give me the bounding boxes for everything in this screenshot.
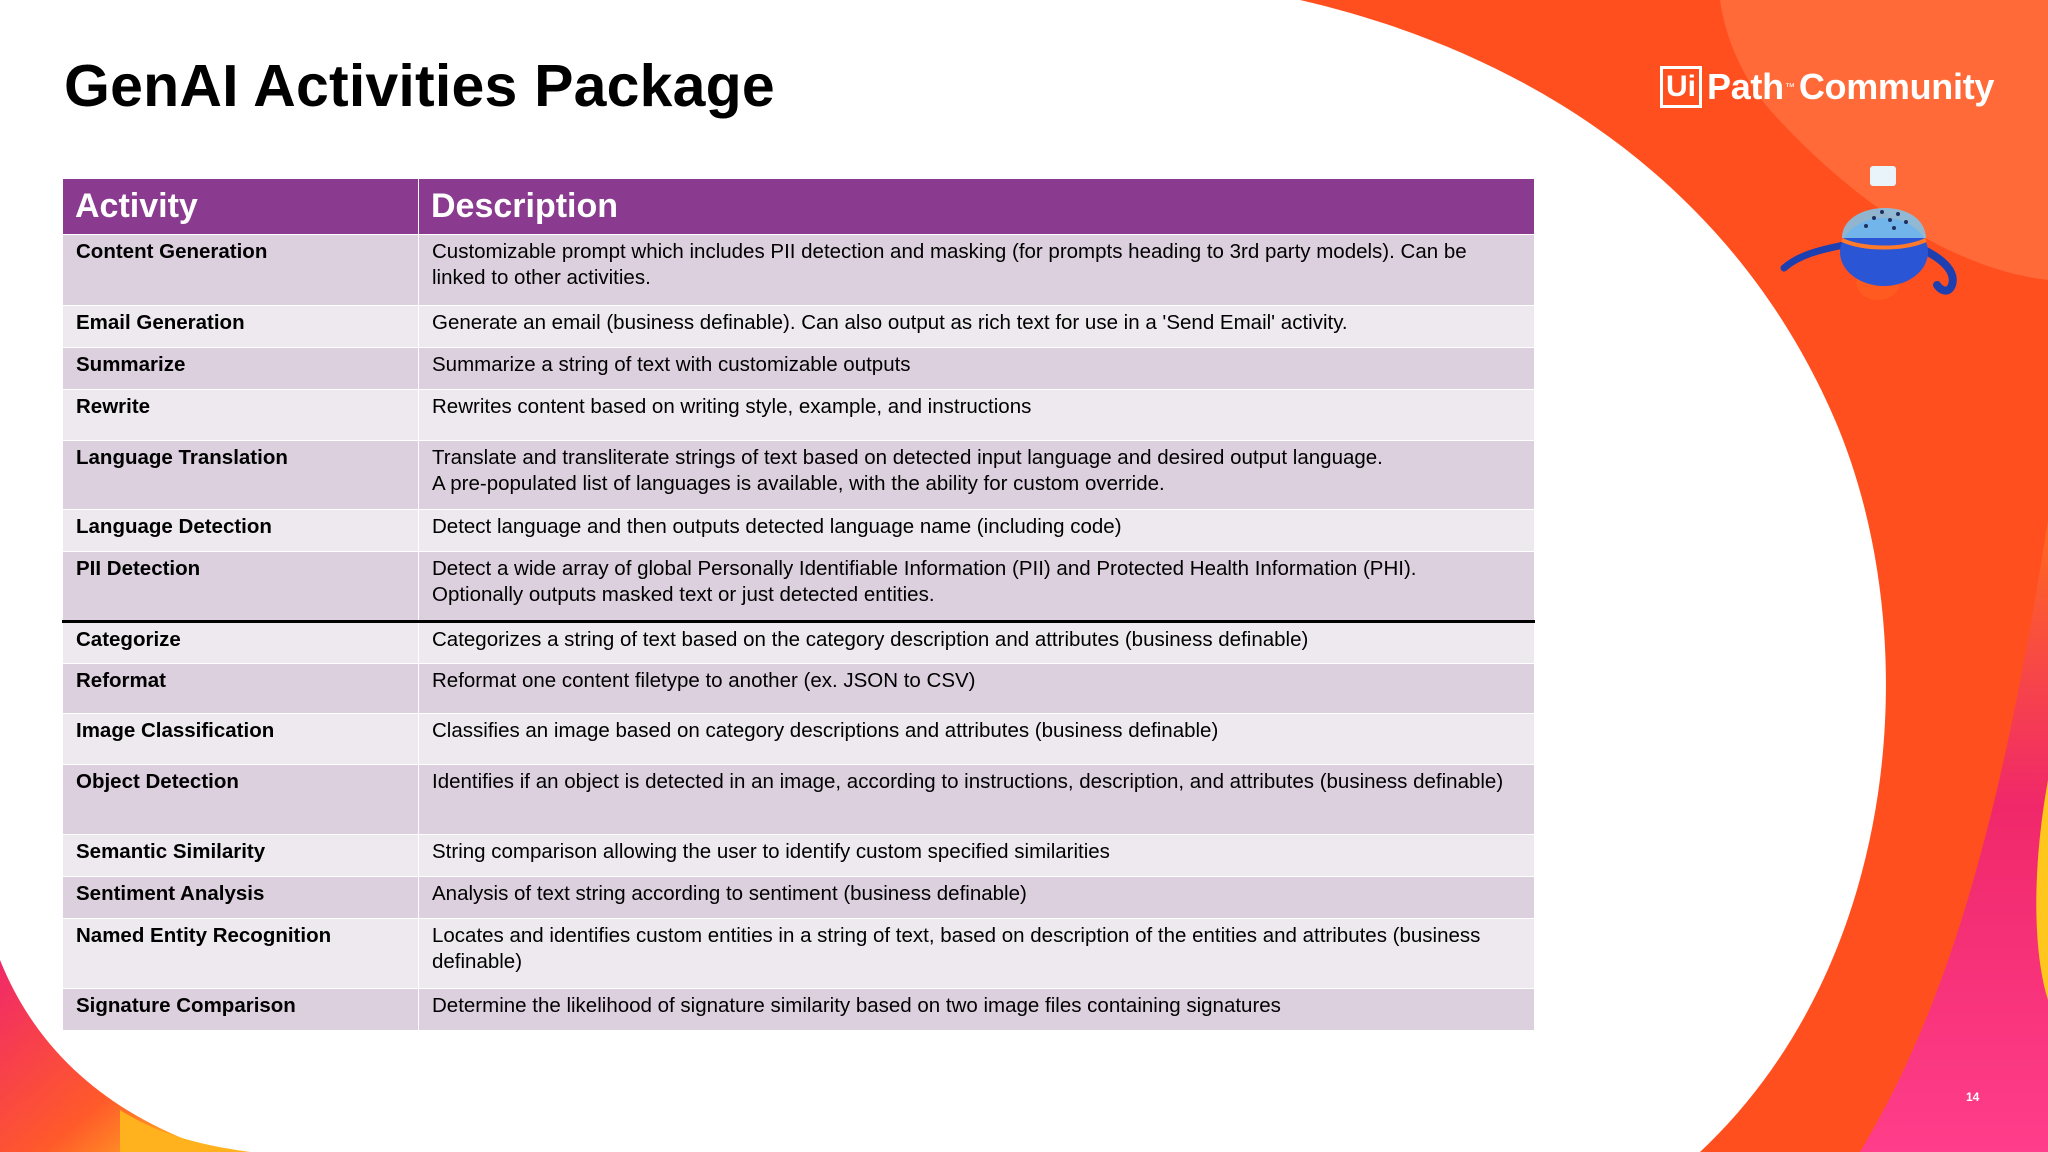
activity-name: Semantic Similarity — [63, 835, 419, 877]
activity-name: Sentiment Analysis — [63, 877, 419, 919]
activity-name: Summarize — [63, 348, 419, 390]
bottom-left-tip — [120, 1110, 250, 1152]
table-row — [63, 235, 1535, 306]
activity-name: Email Generation — [63, 306, 419, 348]
activity-description: Detect a wide array of global Personally Identifiable Information (PII) and Protected Health Information (PHI). Optionally outputs masked text or just detected entities. — [419, 552, 1535, 622]
logo-trademark: ™ — [1784, 81, 1795, 93]
logo-ui-box: Ui — [1660, 66, 1702, 108]
activity-name: Object Detection — [63, 765, 419, 835]
table-row — [63, 714, 1535, 765]
table-row — [63, 552, 1535, 622]
activity-name: PII Detection — [63, 552, 419, 622]
activity-description: Reformat one content filetype to another (ex. JSON to CSV) — [419, 664, 1535, 714]
table-row — [63, 390, 1535, 441]
activity-name: Rewrite — [63, 390, 419, 441]
activity-name: Named Entity Recognition — [63, 919, 419, 989]
table-row — [63, 877, 1535, 919]
table-row — [63, 622, 1535, 664]
activity-name: Categorize — [63, 622, 419, 664]
activity-name: Language Translation — [63, 441, 419, 510]
activity-description: Classifies an image based on category descriptions and attributes (business definable) — [419, 714, 1535, 765]
activity-description: Categorizes a string of text based on the category description and attributes (business definable) — [419, 622, 1535, 664]
logo-path-text: Path — [1707, 66, 1784, 107]
mascot-left-arm — [1784, 245, 1844, 268]
activity-description: Translate and transliterate strings of text based on detected input language and desired output language. A pre-populated list of languages is available, with the ability for custom override. — [419, 441, 1535, 510]
table-row — [63, 441, 1535, 510]
uipath-community-logo — [1660, 62, 1994, 112]
activity-description: Generate an email (business definable). Can also output as rich text for use in a 'Send Email' activity. — [419, 306, 1535, 348]
table-row — [63, 989, 1535, 1031]
activity-description: Determine the likelihood of signature similarity based on two image files containing signatures — [419, 989, 1535, 1031]
activity-name: Image Classification — [63, 714, 419, 765]
activity-description: Summarize a string of text with customizable outputs — [419, 348, 1535, 390]
activity-description: Identifies if an object is detected in an image, according to instructions, description, and attributes (business definable) — [419, 765, 1535, 835]
mascot-paper — [1870, 166, 1896, 186]
activity-name: Signature Comparison — [63, 989, 419, 1031]
header-description: Description — [419, 179, 1535, 235]
activity-name: Content Generation — [63, 235, 419, 306]
table-row — [63, 510, 1535, 552]
mascot-right-arm — [1924, 250, 1953, 291]
table-row — [63, 765, 1535, 835]
activity-description: Detect language and then outputs detected language name (including code) — [419, 510, 1535, 552]
table-row — [63, 306, 1535, 348]
table-row — [63, 835, 1535, 877]
slide-title: GenAI Activities Package — [64, 53, 775, 119]
activities-table — [62, 178, 1535, 1031]
robot-mascot-icon — [1774, 160, 1974, 310]
activity-description: Locates and identifies custom entities in a string of text, based on description of the entities and attributes (business definable) — [419, 919, 1535, 989]
logo-community-text: Community — [1798, 66, 1995, 107]
activity-name: Language Detection — [63, 510, 419, 552]
header-activity: Activity — [63, 179, 419, 235]
activity-description: Analysis of text string according to sentiment (business definable) — [419, 877, 1535, 919]
table-row — [63, 664, 1535, 714]
table-header-row — [63, 179, 1535, 235]
activity-description: Customizable prompt which includes PII detection and masking (for prompts heading to 3rd party models). Can be linked to other activities. — [419, 235, 1535, 306]
mascot-dome — [1842, 208, 1926, 238]
table-row — [63, 919, 1535, 989]
activity-description: Rewrites content based on writing style, example, and instructions — [419, 390, 1535, 441]
activity-name: Reformat — [63, 664, 419, 714]
activity-description: String comparison allowing the user to identify custom specified similarities — [419, 835, 1535, 877]
page-number: 14 — [1966, 1090, 1980, 1104]
table-row — [63, 348, 1535, 390]
